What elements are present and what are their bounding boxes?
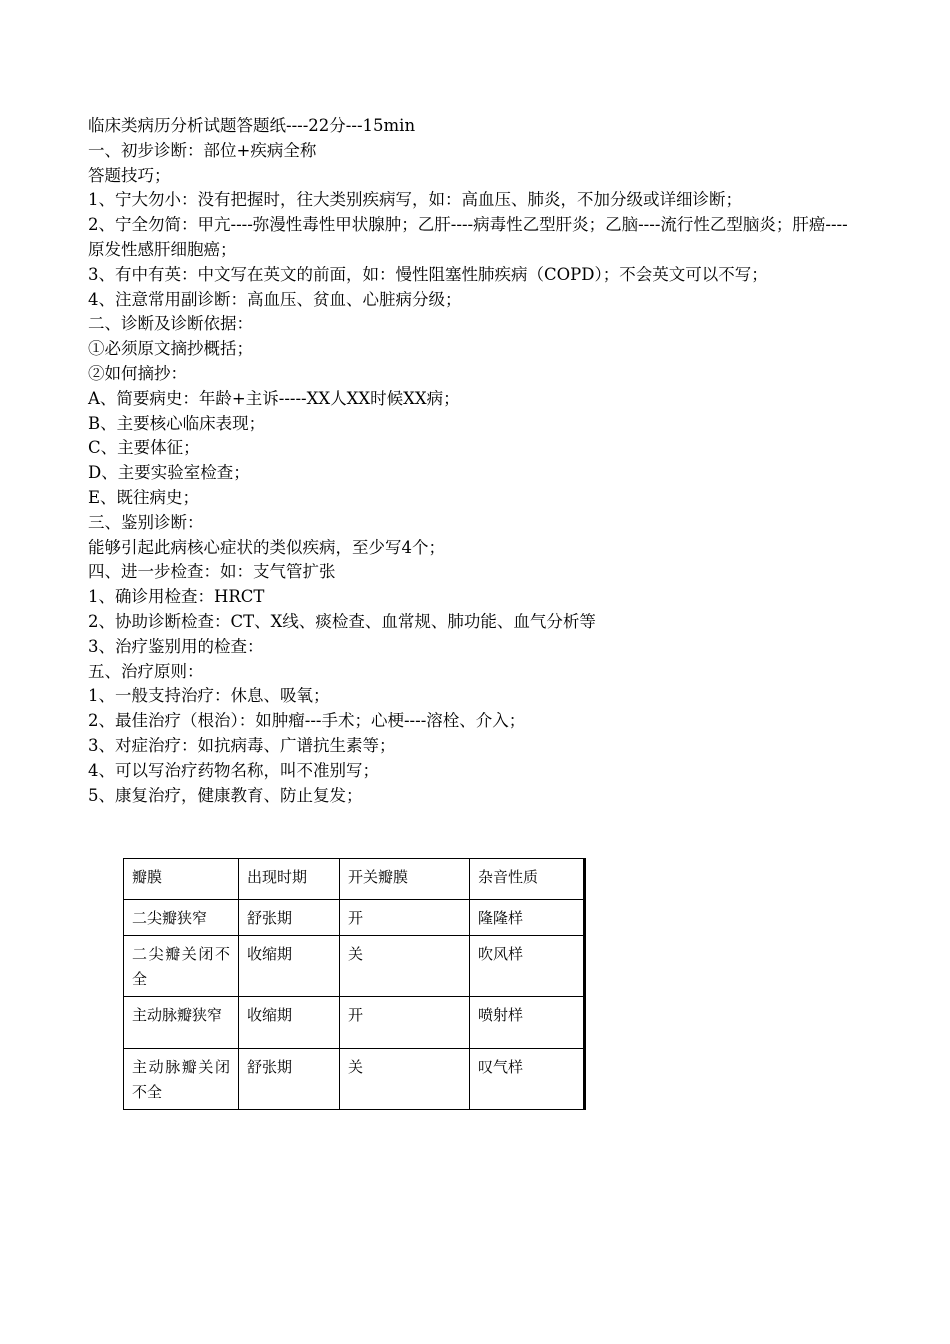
text-line: 5、康复治疗，健康教育、防止复发；	[88, 785, 363, 805]
table-cell: 开	[340, 900, 470, 936]
text-line: E、既往病史；	[88, 487, 200, 507]
table-cell: 喷射样	[470, 997, 584, 1049]
table-cell: 舒张期	[239, 900, 340, 936]
table-cell: 隆隆样	[470, 900, 584, 936]
section-heading: 三、鉴别诊断：	[88, 512, 204, 532]
table-cell: 收缩期	[239, 997, 340, 1049]
text-line: 4、注意常用副诊断：高血压、贫血、心脏病分级；	[88, 289, 462, 309]
section-heading: 一、初步诊断：部位+疾病全称	[88, 140, 317, 160]
table-cell: 叹气样	[470, 1049, 584, 1110]
table-cell: 主动脉瓣关闭不全	[124, 1049, 239, 1110]
table-cell: 收缩期	[239, 936, 340, 997]
section-heading: 四、进一步检查：如：支气管扩张	[88, 562, 336, 582]
table-cell: 舒张期	[239, 1049, 340, 1110]
table-cell: 二尖瓣狭窄	[124, 900, 239, 936]
text-line: C、主要体征；	[88, 438, 200, 458]
table-cell: 开	[340, 997, 470, 1049]
text-line: ②如何摘抄：	[88, 363, 187, 383]
document-title: 临床类病历分析试题答题纸----22分---15min	[88, 116, 416, 135]
table-header-cell: 瓣膜	[124, 859, 239, 900]
section-heading: 二、诊断及诊断依据：	[88, 314, 253, 334]
text-line: D、主要实验室检查；	[88, 463, 250, 483]
text-line: 3、有中有英：中文写在英文的前面，如：慢性阻塞性肺疾病（COPD）；不会英文可以不写；	[88, 264, 768, 284]
text-line: 1、确诊用检查：HRCT	[88, 587, 265, 607]
text-line: 1、一般支持治疗：休息、吸氧；	[88, 686, 330, 706]
text-line: 2、宁全勿简：甲亢----弥漫性毒性甲状腺肿；乙肝----病毒性乙型肝炎；乙脑----流行性乙型脑炎；肝癌----原发性感肝细胞癌；	[88, 215, 848, 259]
table-cell: 吹风样	[470, 936, 584, 997]
section-heading: 五、治疗原则：	[88, 661, 204, 681]
text-line: 4、可以写治疗药物名称，叫不准别写；	[88, 760, 379, 780]
table-header-row	[124, 859, 584, 900]
text-line: 能够引起此病核心症状的类似疾病，至少写4个；	[88, 537, 445, 557]
document-body	[88, 114, 858, 808]
table-row	[124, 997, 584, 1049]
text-line: ①必须原文摘抄概括；	[88, 339, 253, 359]
table-row	[124, 1049, 584, 1110]
table-header-cell: 出现时期	[239, 859, 340, 900]
table-cell: 关	[340, 936, 470, 997]
table-row	[124, 900, 584, 936]
table-cell: 关	[340, 1049, 470, 1110]
text-line: 3、对症治疗：如抗病毒、广谱抗生素等；	[88, 735, 396, 755]
table-cell: 主动脉瓣狭窄	[124, 997, 239, 1049]
text-line: 2、协助诊断检查：CT、X线、痰检查、血常规、肺功能、血气分析等	[88, 611, 596, 631]
text-line: 3、治疗鉴别用的检查：	[88, 636, 264, 656]
text-line: 2、最佳治疗（根治）：如肿瘤---手术；心梗----溶栓、介入；	[88, 711, 526, 731]
table-header-cell: 杂音性质	[470, 859, 584, 900]
text-line: 1、宁大勿小：没有把握时，往大类别疾病写，如：高血压、肺炎，不加分级或详细诊断；	[88, 190, 742, 210]
heart-murmur-table	[123, 858, 584, 1110]
table-header-cell: 开关瓣膜	[340, 859, 470, 900]
text-line: 答题技巧；	[88, 165, 171, 185]
text-line: B、主要核心临床表现；	[88, 413, 266, 433]
text-line: A、简要病史：年龄+主诉-----XX人XX时候XX病；	[88, 388, 460, 408]
table-cell: 二尖瓣关闭不全	[124, 936, 239, 997]
table-row	[124, 936, 584, 997]
